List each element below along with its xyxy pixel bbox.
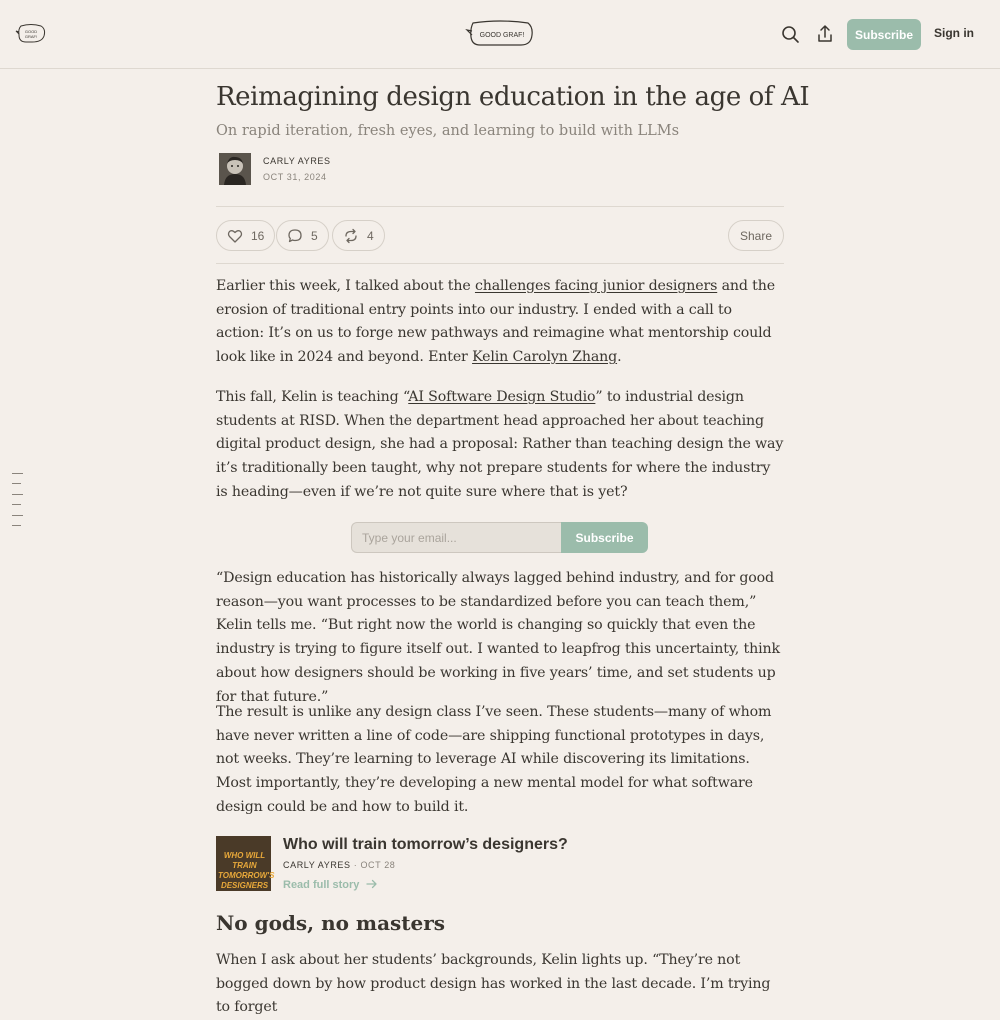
embedded-post-meta bbox=[283, 860, 395, 870]
paragraph: “Design education has historically always lagged behind industry, and for good reason—you want processes to be standardized before you can teach them,” Kelin tells me. “But right now the world is changing so quickly that even the industry is trying to figure itself out. I wanted to leapfrog this uncertainty, think about how designers should be working in five years’ time, and set students up for that future.” bbox=[216, 570, 780, 705]
comment-icon bbox=[287, 228, 303, 244]
article-title: Reimagining design education in the age of AI bbox=[216, 82, 810, 112]
embedded-post-author: CARLY AYRES bbox=[283, 860, 351, 870]
search-icon[interactable] bbox=[780, 24, 800, 44]
avatar[interactable] bbox=[219, 153, 251, 185]
link-ai-software-design-studio[interactable]: AI Software Design Studio bbox=[408, 389, 596, 405]
restack-button[interactable] bbox=[332, 220, 385, 251]
restack-icon bbox=[343, 228, 359, 244]
subscribe-button[interactable]: Subscribe bbox=[847, 19, 921, 50]
read-full-story-link[interactable] bbox=[283, 879, 378, 891]
toc-marker[interactable] bbox=[12, 483, 21, 484]
toc-marker[interactable] bbox=[12, 525, 21, 526]
comment-count: 5 bbox=[311, 228, 318, 243]
paragraph: When I ask about her students’ backgrounds, Kelin lights up. “They’re not bogged down by how product design has worked in the last decade. I’m trying to forget bbox=[216, 952, 771, 1016]
arrow-right-icon bbox=[366, 879, 378, 889]
section-heading: No gods, no masters bbox=[216, 911, 446, 935]
restack-count: 4 bbox=[367, 228, 374, 243]
table-of-contents-outline[interactable] bbox=[12, 473, 24, 535]
embedded-post-title[interactable]: Who will train tomorrow’s designers? bbox=[283, 836, 568, 853]
read-full-story-label: Read full story bbox=[283, 879, 360, 891]
embedded-post[interactable] bbox=[216, 836, 784, 894]
like-count: 16 bbox=[251, 228, 265, 243]
subscribe-form bbox=[351, 522, 648, 553]
subscribe-form-button[interactable]: Subscribe bbox=[561, 522, 648, 553]
paragraph bbox=[216, 275, 784, 370]
paragraph-text: Earlier this week, I talked about the bbox=[216, 278, 475, 294]
logo-center[interactable] bbox=[466, 19, 534, 49]
logo-small-icon[interactable] bbox=[16, 23, 46, 45]
svg-text:GRAF!: GRAF! bbox=[24, 34, 38, 39]
embedded-post-date: OCT 28 bbox=[360, 860, 396, 870]
author-name[interactable]: CARLY AYRES bbox=[263, 156, 331, 166]
paragraph-text: ” to industrial design students at RISD. When the department head approached her about teaching digital product design, she had a proposal: Rather than teaching design the way it’s traditionally been taught, why not prepare students for where the industry is heading—even if we’re not quite sure where that is yet? bbox=[216, 389, 784, 500]
link-challenges-junior-designers[interactable]: challenges facing junior designers bbox=[474, 278, 718, 294]
email-input[interactable] bbox=[351, 522, 561, 553]
thumbnail-text: WHO WILL TRAIN TOMORROW'S DESIGNERS bbox=[218, 851, 275, 890]
article-header bbox=[216, 80, 810, 194]
post-actions-bar bbox=[216, 206, 784, 264]
sign-in-link[interactable]: Sign in bbox=[934, 26, 974, 40]
toc-marker[interactable] bbox=[12, 515, 23, 516]
publish-date: OCT 31, 2024 bbox=[263, 172, 327, 182]
share-icon[interactable] bbox=[815, 24, 835, 44]
toc-marker[interactable] bbox=[12, 473, 23, 474]
toc-marker[interactable] bbox=[12, 504, 21, 505]
toc-marker[interactable] bbox=[12, 494, 23, 495]
paragraph-text: This fall, Kelin is teaching “ bbox=[216, 389, 409, 405]
paragraph-text: . bbox=[617, 349, 622, 366]
link-kelin-carolyn-zhang[interactable]: Kelin Carolyn Zhang bbox=[472, 349, 618, 366]
top-bar bbox=[0, 0, 1000, 69]
article-subtitle: On rapid iteration, fresh eyes, and learning to build with LLMs bbox=[216, 123, 680, 139]
paragraph-text: and the erosion of traditional entry points into our industry. I ended with a call to action: It’s on us to forge new pathways and reimagine what mentorship could look like in 2024 and beyond. Enter bbox=[216, 278, 775, 366]
meta-separator: · bbox=[350, 860, 361, 870]
heart-icon bbox=[227, 228, 243, 244]
logo-text: GOOD GRAF! bbox=[479, 32, 525, 39]
byline bbox=[216, 152, 784, 194]
paragraph: The result is unlike any design class I’ve seen. These students—many of whom have never written a line of code—are shipping functional prototypes in days, not weeks. They’re learning to leverage AI while discovering its limitations. Most importantly, they’re developing a new mental model for what software design could be and how to build it. bbox=[216, 704, 772, 815]
comment-button[interactable] bbox=[276, 220, 329, 251]
share-button[interactable]: Share bbox=[728, 220, 784, 251]
paragraph bbox=[216, 386, 784, 505]
like-button[interactable] bbox=[216, 220, 275, 251]
svg-text:GOOD: GOOD bbox=[24, 29, 38, 34]
embedded-post-thumbnail[interactable] bbox=[216, 836, 275, 891]
